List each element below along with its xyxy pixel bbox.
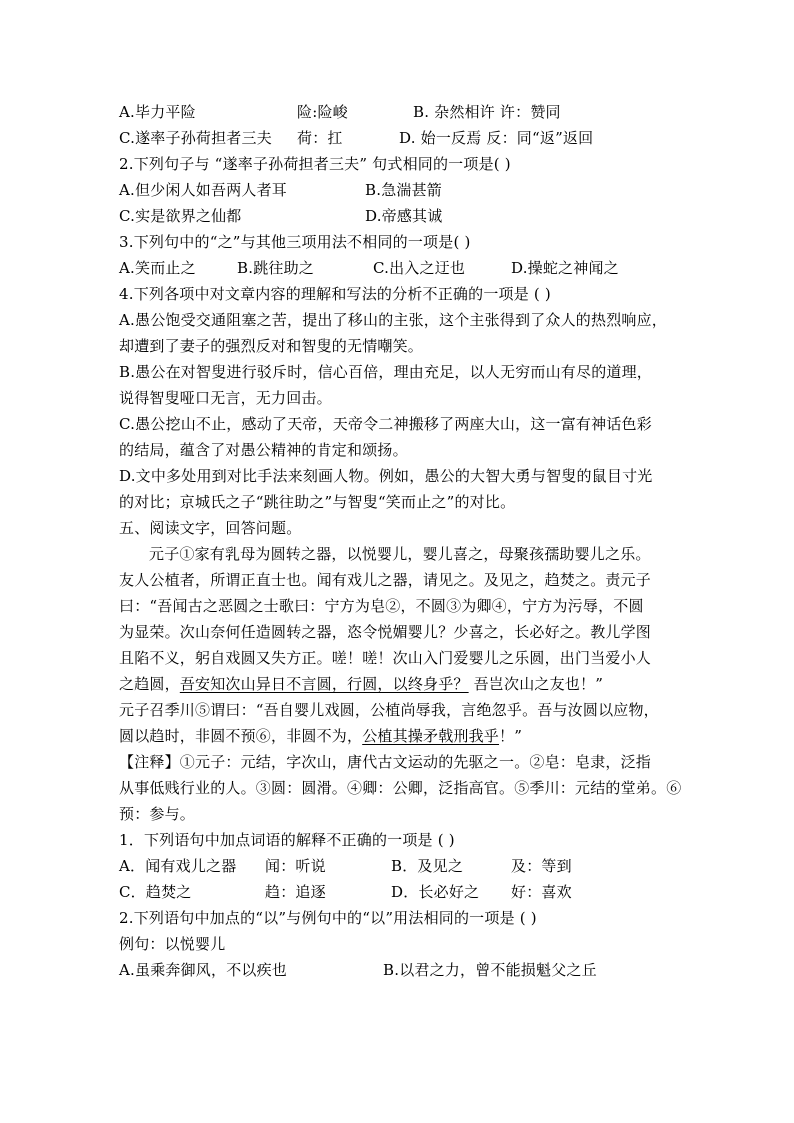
r1-option-b: B．及见之	[391, 857, 464, 875]
notes-line-2: 从事低贱行业的人。③圆：圆滑。④卿：公卿，泛指高官。⑤季川：元结的堂弟。⑥	[119, 779, 682, 797]
q2-option-d: D.帝感其诚	[365, 207, 443, 225]
passage-line-5: 且陷不义，躬自戏圆又失方正。嗟！嗟！次山入门爱婴儿之乐圆，出门当爱小人	[119, 649, 652, 667]
q2-option-a: A.但少闲人如吾两人者耳	[119, 181, 288, 199]
passage-line-8-end: ！”	[499, 727, 523, 745]
passage-line-1: 元子①家有乳母为圆转之器，以悦婴儿，婴儿喜之，母聚孩孺助婴儿之乐。	[149, 545, 651, 563]
q4-option-c-line-1: C.愚公挖山不止，感动了天帝，天帝令二神搬移了两座大山，这一富有神话色彩	[119, 415, 652, 433]
q3-option-d: D.操蛇之神闻之	[511, 259, 619, 277]
passage-line-7: 元子召季川⑤谓曰：“吾自婴儿戏圆，公植尚辱我，言绝忽乎。吾与汝圆以应物，	[119, 701, 659, 719]
r2-example: 例句：以悦婴儿	[119, 935, 226, 953]
q4-option-b-line-1: B.愚公在对智叟进行驳斥时，信心百倍，理由充足，以人无穷而山有尽的道理，	[119, 363, 652, 381]
option-a-note: 险:险峻	[297, 103, 348, 121]
q4-option-d-line-2: 的对比；京城氏之子“跳往助之”与智叟“笑而止之”的对比。	[119, 493, 516, 511]
q2-option-b: B.急湍甚箭	[365, 181, 442, 199]
option-b: B. 杂然相许 许：赞同	[413, 103, 561, 121]
option-c-note: 荷：扛	[297, 129, 343, 147]
q4-stem: 4.下列各项中对文章内容的理解和写法的分析不正确的一项是 ( )	[119, 285, 551, 303]
underlined-sentence-1: 吾安知次山异日不言圆，行圆，以终身乎？	[179, 675, 469, 693]
q4-option-d-line-1: D.文中多处用到对比手法来刻画人物。例如，愚公的大智大勇与智叟的鼠目寸光	[119, 467, 653, 485]
r2-option-b: B.以君之力，曾不能损魁父之丘	[383, 961, 597, 979]
q4-option-c-line-2: 的结局，蕴含了对愚公精神的肯定和颂扬。	[119, 441, 408, 459]
r1-option-b-note: 及：等到	[511, 857, 572, 875]
q3-option-b: B.跳往助之	[237, 259, 314, 277]
r1-option-d: D．长必好之	[391, 883, 480, 901]
passage-line-2: 友人公植者，所谓正直士也。闻有戏儿之器，请见之。及见之，趋焚之。责元子	[119, 571, 652, 589]
option-a: A.毕力平险	[119, 103, 196, 121]
passage-line-6-end: 吾岂次山之友也！”	[468, 675, 604, 693]
passage-line-4: 为显荣。次山奈何任造圆转之器，恣令悦媚婴儿？少喜之，长必好之。教儿学图	[119, 623, 652, 641]
passage-line-6-start: 之趋圆，	[119, 675, 180, 693]
r1-option-c-note: 趋：追逐	[265, 883, 326, 901]
q3-option-a: A.笑而止之	[119, 259, 196, 277]
r1-option-c: C．趋焚之	[119, 883, 192, 901]
r2-option-a: A.虽乘奔御风，不以疾也	[119, 961, 288, 979]
q3-option-c: C.出入之迂也	[373, 259, 466, 277]
r2-stem: 2.下列语句中加点的“以”与例句中的“以”用法相同的一项是 ( )	[119, 909, 537, 927]
q2-stem: 2.下列句子与 “遂率子孙荷担者三夫” 句式相同的一项是( )	[119, 155, 511, 173]
notes-line-3: 预：参与。	[119, 805, 196, 823]
q2-option-c: C.实是欲界之仙都	[119, 207, 242, 225]
q4-option-b-line-2: 说得智叟哑口无言，无力回击。	[119, 389, 332, 407]
r1-option-a: A．闻有戏儿之器	[119, 857, 237, 875]
passage-line-3: 曰：“吾闻古之恶圆之士歌曰：宁方为皂②，不圆③为卿④，宁方为污辱，不圆	[119, 597, 644, 615]
q4-option-a-line-1: A.愚公饱受交通阻塞之苦，提出了移山的主张，这个主张得到了众人的热烈响应，	[119, 311, 668, 329]
q4-option-a-line-2: 却遭到了妻子的强烈反对和智叟的无情嘲笑。	[119, 337, 424, 355]
passage-line-8	[119, 726, 522, 746]
r1-stem: 1．下列语句中加点词语的解释不正确的一项是 ( )	[119, 831, 455, 849]
passage-line-8-start: 圆以趋时，非圆不预⑥，非圆不为，	[119, 727, 363, 745]
underlined-sentence-2: 公植其操矛戟刑我乎	[362, 727, 500, 745]
option-c: C.遂率子孙荷担者三夫	[119, 129, 272, 147]
section-5-title: 五、阅读文字，回答问题。	[119, 519, 302, 537]
option-d: D. 始一反焉 反：同“返”返回	[399, 129, 594, 147]
q3-stem: 3.下列句中的“之”与其他三项用法不相同的一项是( )	[119, 233, 471, 251]
passage-line-6	[119, 674, 603, 694]
notes-line-1: 【注释】①元子：元结，字次山，唐代古文运动的先驱之一。②皂：皂隶，泛指	[119, 753, 652, 771]
r1-option-d-note: 好：喜欢	[511, 883, 572, 901]
r1-option-a-note: 闻：听说	[265, 857, 326, 875]
